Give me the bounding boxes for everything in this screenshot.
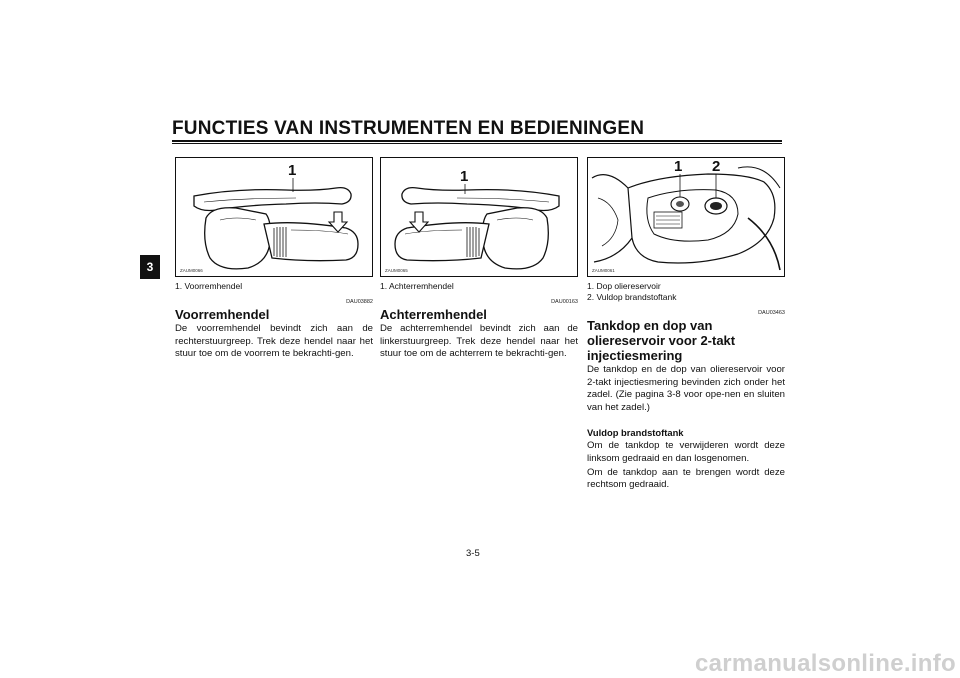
header-rule (172, 140, 782, 144)
column-front-brake (175, 157, 373, 361)
subsection-heading: Vuldop brandstoftank (587, 427, 684, 439)
callout-1: 1 (674, 158, 683, 175)
column-rear-brake (380, 157, 578, 361)
subsection-body-remove: Om de tankdop te verwijderen wordt deze linksom gedraaid en dan losgenomen. (587, 440, 785, 464)
section-body: De achterremhendel bevindt zich aan de linkerstuurgreep. Trek deze hendel naar het stuur toe om de achterrem te bekrachti-gen. (380, 323, 578, 360)
figure-fuel-oil-caps (587, 157, 785, 277)
section-heading: Voorremhendel (175, 307, 270, 322)
callout-1: 1 (460, 168, 469, 185)
figure-rear-brake-lever (380, 157, 578, 277)
rear-brake-lever-illustration (381, 158, 577, 276)
page-number: 3-5 (466, 548, 480, 559)
caption-item: 1. Achterremhendel (380, 281, 454, 291)
figure-code: ZAUM0065 (385, 268, 408, 273)
figure-caption (380, 281, 578, 292)
figure-code: ZAUM0066 (180, 268, 203, 273)
caption-item: 2. Vuldop brandstoftank (587, 292, 677, 302)
fuel-oil-caps-illustration (588, 158, 784, 276)
caption-item: 1. Voorremhendel (175, 281, 243, 291)
section-body: De tankdop en de dop van oliereservoir voor 2-takt injectiesmering bevinden zich onder het zadel. (Zie pagina 3-8 voor ope-nen en sluiten van het zadel.) (587, 364, 785, 413)
document-code: DAU00163 (551, 299, 578, 305)
watermark: carmanualsonline.info (694, 650, 956, 677)
callout-2: 2 (712, 158, 721, 175)
chapter-tab: 3 (140, 255, 160, 279)
document-code: DAU03882 (346, 299, 373, 305)
callout-1: 1 (288, 162, 297, 179)
page-title: FUNCTIES VAN INSTRUMENTEN EN BEDIENINGEN (172, 118, 645, 139)
section-heading: Achterremhendel (380, 307, 487, 322)
section-body: De voorremhendel bevindt zich aan de rechterstuurgreep. Trek deze hendel naar het stuur toe om de voorrem te bekrachti-gen. (175, 323, 373, 360)
column-fuel-oil-caps (587, 157, 785, 492)
figure-front-brake-lever (175, 157, 373, 277)
subsection-body-install: Om de tankdop aan te brengen wordt deze rechtsom gedraaid. (587, 466, 785, 491)
section-heading: Tankdop en dop van oliereservoir voor 2-takt injectiesmering (587, 318, 736, 363)
figure-caption (587, 281, 785, 303)
figure-caption (175, 281, 373, 292)
document-code: DAU03463 (758, 310, 785, 316)
caption-item: 1. Dop oliereservoir (587, 281, 661, 291)
figure-code: ZAUM0061 (592, 268, 615, 273)
front-brake-lever-illustration (176, 158, 372, 276)
